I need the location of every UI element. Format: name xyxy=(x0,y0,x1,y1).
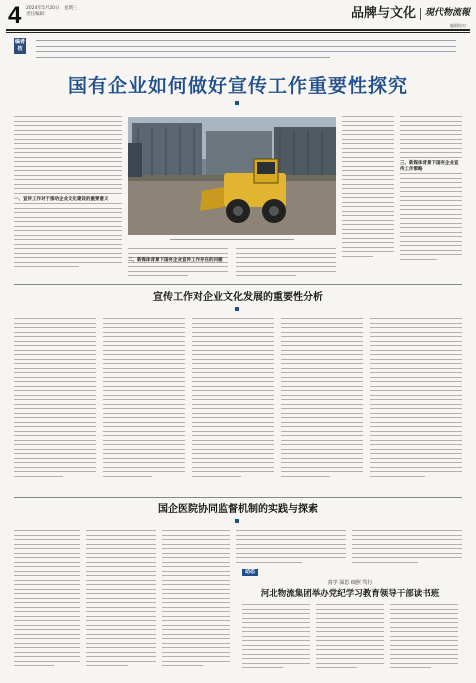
article2-column-5 xyxy=(370,318,462,480)
section-divider-1 xyxy=(14,284,462,285)
editor-note-text xyxy=(36,40,456,62)
page-number: 4 xyxy=(8,2,22,29)
feature-tag: 动态 xyxy=(242,569,258,576)
byline-square-icon xyxy=(235,519,239,523)
issue-date: 2024年5月20日 星期三 xyxy=(26,6,78,11)
photo-caption xyxy=(128,237,336,243)
article3-title: 国企医院协同监督机制的实践与探索 xyxy=(158,504,318,515)
article3-column-3 xyxy=(162,530,230,670)
article2-column-1 xyxy=(14,318,96,480)
article2-column-3 xyxy=(192,318,274,480)
masthead xyxy=(6,4,470,30)
article3-column-5 xyxy=(352,530,462,566)
article2-column-4 xyxy=(281,318,363,480)
article3-column-4 xyxy=(236,530,346,566)
editor-credit: 编辑校对： xyxy=(450,23,470,28)
byline-square-icon xyxy=(235,101,239,105)
article1-column-3 xyxy=(236,248,336,280)
byline-square-icon xyxy=(235,307,239,311)
article1-subhead-2: 二、新媒体背景下国有企业宣传工作存在的问题 xyxy=(128,258,223,263)
issue-editor: 责任编辑： xyxy=(26,12,49,17)
article3-column-1 xyxy=(14,530,80,670)
article3-column-2 xyxy=(86,530,156,670)
issue-meta xyxy=(26,6,176,18)
section-separator xyxy=(420,8,421,20)
feature-column-1 xyxy=(242,604,310,672)
feature-column-3 xyxy=(390,604,458,672)
article1-subhead-3: 三、新媒体背景下国有企业宣传工作策略 xyxy=(400,161,459,172)
article3-byline xyxy=(0,519,476,526)
article1-column-4 xyxy=(342,116,394,260)
article1-photo xyxy=(128,117,336,235)
article1-byline xyxy=(0,101,476,108)
article1-column-5 xyxy=(400,116,462,263)
feature-title: 河北物流集团举办党纪学习教育领导干部读书班 xyxy=(260,589,440,599)
masthead-rule xyxy=(6,29,470,31)
paper-name: 現代物流報 xyxy=(424,8,470,18)
article2-column-2 xyxy=(103,318,185,480)
feature-column-2 xyxy=(316,604,384,672)
section-name: 品牌与文化 xyxy=(350,6,416,21)
article1-title: 国有企业如何做好宣传工作重要性探究 xyxy=(67,75,408,97)
feature-kicker: 真学 深思 细照 笃行 xyxy=(327,580,373,586)
article2-byline xyxy=(0,307,476,314)
article2-title: 宣传工作对企业文化发展的重要性分析 xyxy=(153,292,323,303)
section-divider-2 xyxy=(14,497,462,498)
article1-column-1 xyxy=(14,116,122,271)
masthead-rule-thin xyxy=(6,32,470,33)
editor-note-tag: 编者按 xyxy=(14,39,25,52)
article1-subhead-1: 一、宣传工作对于推动企业文化建设的重要意义 xyxy=(14,197,109,202)
section-header xyxy=(351,6,470,21)
